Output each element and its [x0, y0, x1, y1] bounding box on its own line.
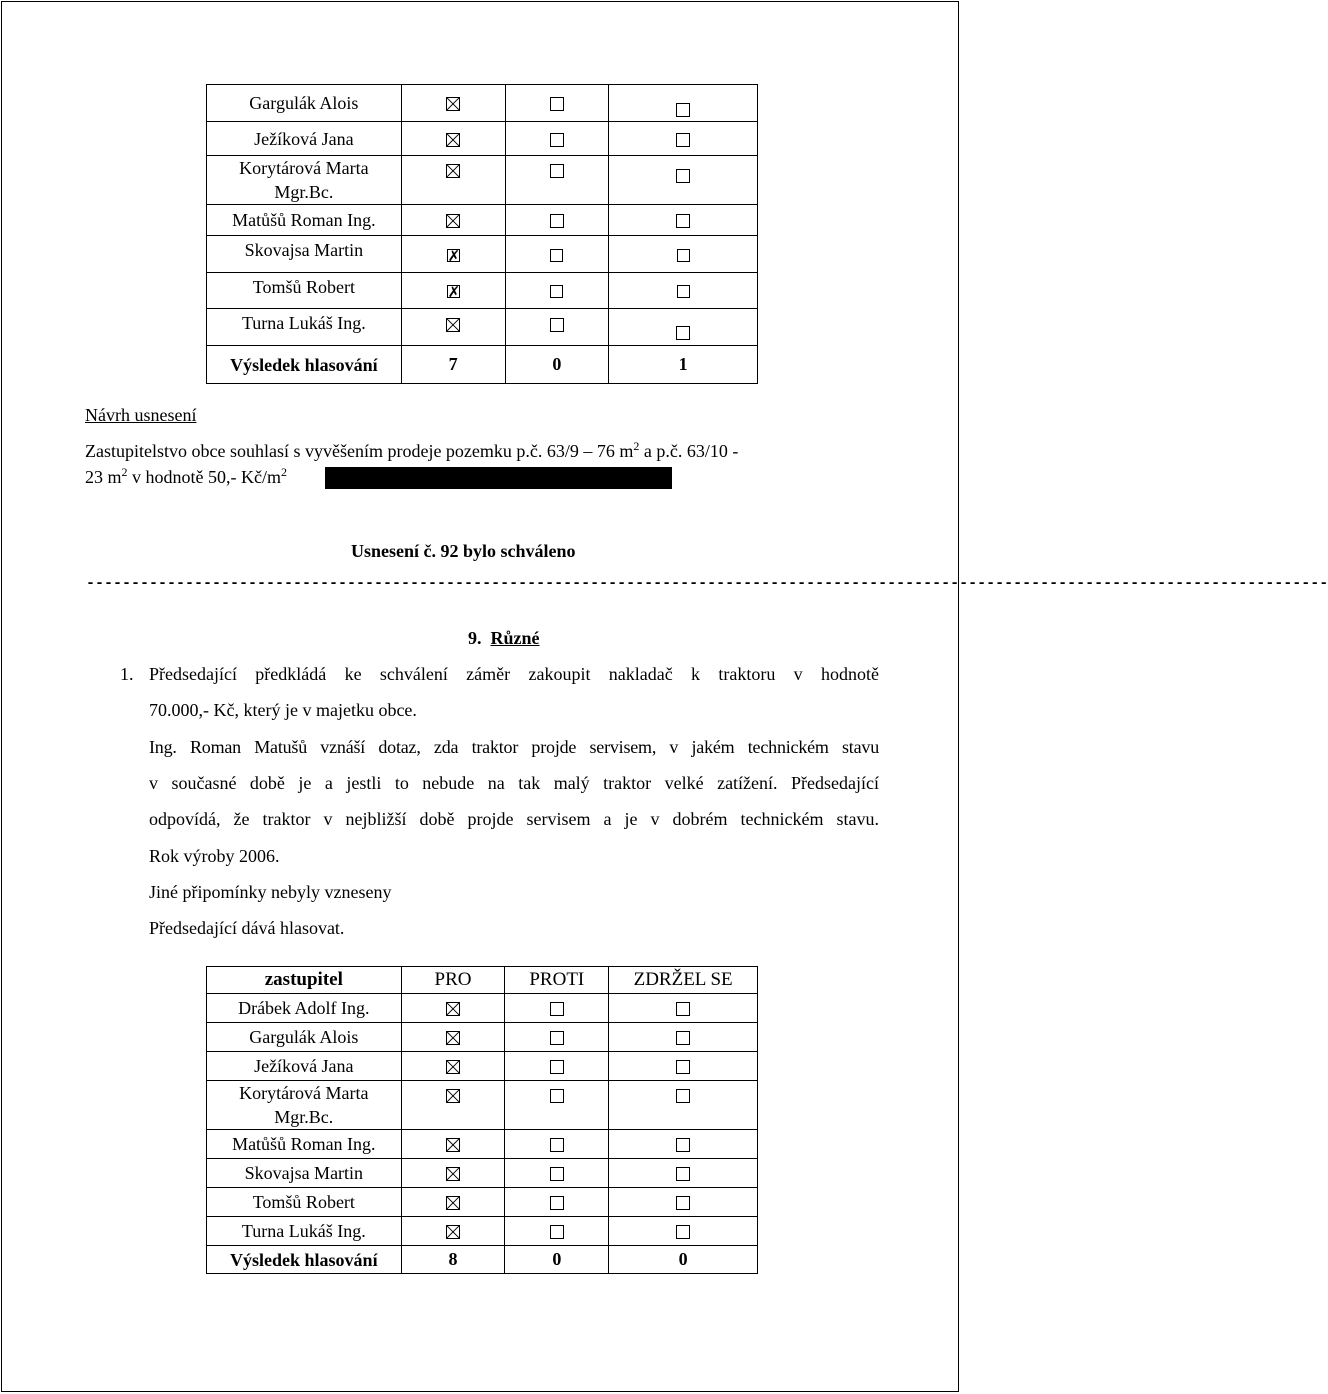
table-row: [207, 994, 758, 1023]
paragraph-line-4: Rok výroby 2006.: [149, 846, 280, 866]
empty-box-icon: [676, 1031, 690, 1045]
empty-box-icon: [676, 326, 690, 340]
table-row: [207, 1081, 758, 1130]
member-name: Matůšů Roman Ing.: [207, 205, 402, 236]
result-label: Výsledek hlasování: [207, 1246, 402, 1274]
member-name: Tomšů Robert: [207, 273, 402, 309]
check-mark-box-icon: [447, 249, 460, 262]
member-name: Turna Lukáš Ing.: [207, 1217, 402, 1246]
proposal-line-2: 23 $m^2$ v hodnotě 50,- $Kč/m^2$: [85, 465, 287, 487]
checked-box-icon: [446, 1060, 460, 1074]
empty-box-icon: [676, 1167, 690, 1181]
table-row: [207, 1023, 758, 1052]
table-row: [207, 273, 758, 309]
checked-box-icon: [446, 133, 460, 147]
result-pro: 7: [401, 346, 505, 384]
col-header-proti: PROTI: [505, 967, 609, 994]
table-row: [207, 85, 758, 122]
empty-box-icon: [550, 1060, 564, 1074]
table-row: [207, 1188, 758, 1217]
vote-call-line: Předsedající dává hlasovat.: [149, 918, 345, 938]
empty-box-icon: [677, 285, 690, 298]
table-row: [207, 1130, 758, 1159]
empty-box-icon: [550, 97, 564, 111]
member-name: Ježíková Jana: [207, 122, 402, 156]
empty-box-icon: [676, 103, 690, 117]
member-name: Tomšů Robert: [207, 1188, 402, 1217]
member-name: Turna Lukáš Ing.: [207, 309, 402, 346]
paragraph-line-3: odpovídá, že traktor v nejbližší době projde servisem a je v dobrém technickém stavu.: [149, 809, 879, 829]
empty-box-icon: [550, 1196, 564, 1210]
empty-box-icon: [676, 1196, 690, 1210]
checked-box-icon: [446, 1196, 460, 1210]
result-zdrzel: 1: [609, 346, 758, 384]
separator-line: ------------------------------------------------------------------------------------------------------------------------------------------: [86, 575, 1328, 592]
member-name: Gargulák Alois: [207, 85, 402, 122]
empty-box-icon: [550, 214, 564, 228]
empty-box-icon: [676, 133, 690, 147]
member-name: Skovajsa Martin: [207, 236, 402, 273]
empty-box-icon: [550, 1225, 564, 1239]
result-pro: 8: [401, 1246, 505, 1274]
item-1-line-1: Předsedající předkládá ke schválení záměr zakoupit nakladač k traktoru v hodnotě: [149, 664, 879, 684]
redaction-bar: [325, 467, 672, 489]
member-name: Drábek Adolf Ing.: [207, 994, 402, 1023]
empty-box-icon: [676, 1138, 690, 1152]
table-row: [207, 309, 758, 346]
document-page: [1, 1, 1328, 1392]
member-name: Skovajsa Martin: [207, 1159, 402, 1188]
vote-table-2: [206, 966, 758, 1274]
col-header-pro: PRO: [401, 967, 505, 994]
checked-box-icon: [446, 1031, 460, 1045]
empty-box-icon: [550, 318, 564, 332]
checked-box-icon: [446, 97, 460, 111]
table-row: [207, 1052, 758, 1081]
result-row: [207, 346, 758, 384]
check-mark-box-icon: [447, 285, 460, 298]
empty-box-icon: [550, 1031, 564, 1045]
checked-box-icon: [446, 164, 460, 178]
empty-box-icon: [550, 1089, 564, 1103]
empty-box-icon: [550, 1167, 564, 1181]
comments-line: Jiné připomínky nebyly vzneseny: [149, 882, 392, 902]
empty-box-icon: [676, 214, 690, 228]
empty-box-icon: [550, 285, 563, 298]
result-zdrzel: 0: [609, 1246, 758, 1274]
proposal-line-1: Zastupitelstvo obce souhlasí s vyvěšením prodeje pozemku p.č. 63/9 – 76 $m^2$ a p.č. 63/10 -: [85, 439, 739, 461]
checked-box-icon: [446, 1225, 460, 1239]
empty-box-icon: [550, 249, 563, 262]
item-1-line-2: 70.000,- Kč, který je v majetku obce.: [149, 700, 417, 720]
resolution-text: Usnesení č. 92 bylo schváleno: [351, 541, 576, 561]
header-row: [207, 967, 758, 994]
checked-box-icon: [446, 318, 460, 332]
empty-box-icon: [550, 164, 564, 178]
checked-box-icon: [446, 214, 460, 228]
empty-box-icon: [676, 1060, 690, 1074]
member-name: Matůšů Roman Ing.: [207, 1130, 402, 1159]
checked-box-icon: [446, 1138, 460, 1152]
member-name: Ježíková Jana: [207, 1052, 402, 1081]
proposal-heading: Návrh usnesení: [85, 405, 197, 425]
col-header-zdrzel: ZDRŽEL SE: [609, 967, 758, 994]
empty-box-icon: [677, 249, 690, 262]
empty-box-icon: [676, 169, 690, 183]
vote-table-1: [206, 84, 758, 384]
checked-box-icon: [446, 1002, 460, 1016]
empty-box-icon: [550, 133, 564, 147]
empty-box-icon: [676, 1089, 690, 1103]
result-proti: 0: [505, 346, 609, 384]
paragraph-line-1: Ing. Roman Matušů vznáší dotaz, zda traktor projde servisem, v jakém technickém stavu: [149, 737, 879, 757]
table-row: [207, 1159, 758, 1188]
section-heading: 9. Různé: [468, 628, 540, 648]
result-label: Výsledek hlasování: [207, 346, 402, 384]
col-header-member: zastupitel: [207, 967, 402, 994]
table-row: [207, 236, 758, 273]
checked-box-icon: [446, 1089, 460, 1103]
empty-box-icon: [676, 1002, 690, 1016]
result-proti: 0: [505, 1246, 609, 1274]
paragraph-line-2: v současné době je a jestli to nebude na tak malý traktor velké zatížení. Předsedající: [149, 773, 879, 793]
result-row: [207, 1246, 758, 1274]
empty-box-icon: [550, 1138, 564, 1152]
member-name: Gargulák Alois: [207, 1023, 402, 1052]
empty-box-icon: [676, 1225, 690, 1239]
member-name: Korytárová Marta Mgr.Bc.: [207, 1081, 402, 1130]
member-name: Korytárová Marta Mgr.Bc.: [207, 156, 402, 205]
checked-box-icon: [446, 1167, 460, 1181]
table-row: [207, 205, 758, 236]
table-row: [207, 156, 758, 205]
item-number: 1.: [120, 664, 134, 684]
empty-box-icon: [550, 1002, 564, 1016]
table-row: [207, 122, 758, 156]
table-row: [207, 1217, 758, 1246]
